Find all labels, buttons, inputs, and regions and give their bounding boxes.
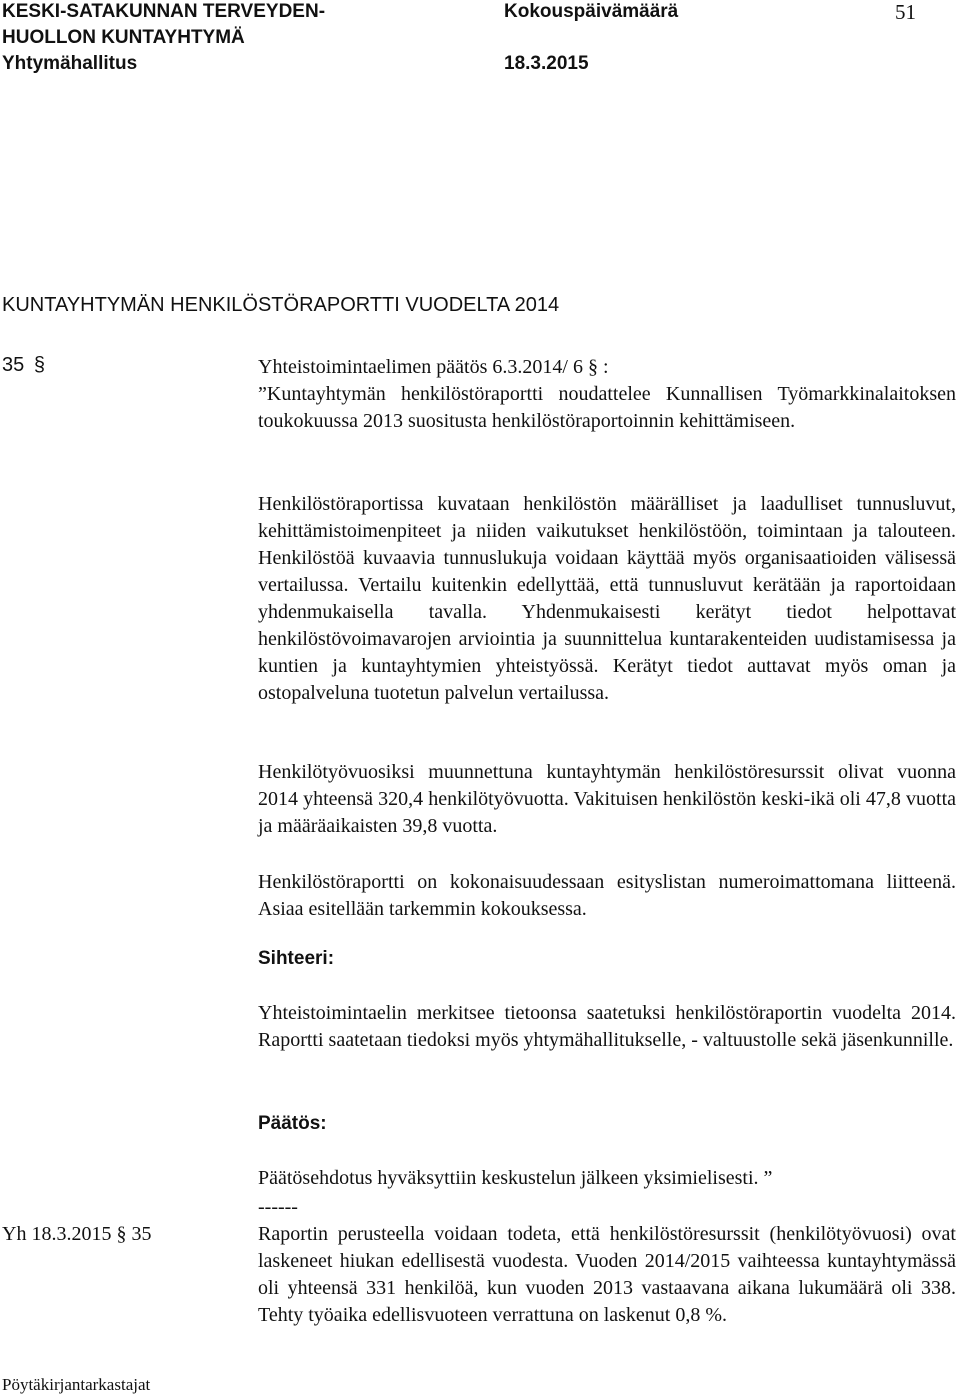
- body-name: Yhtymähallitus: [2, 53, 138, 74]
- inspectors-label: Pöytäkirjantarkastajat: [2, 1375, 151, 1394]
- paragraph-1: Henkilöstöraportissa kuvataan henkilöstön määrälliset ja laadulliset tunnusluvut, kehittämistoimenpiteet ja niiden vaikutukset henkilöstöön, toimintaan ja talouteen. Henkilöstöä kuvaavia tunnuslukuja voidaan käyttää myös organisaatioiden välisessä vertailussa. Vertailu kuitenkin edellyttää, että tunnusluvut kerätään ja raportoidaan yhdenmukaisella tavalla. Yhdenmukaisesti kerätyt tiedot helpottavat henkilöstövoimavarojen arviointia ja suunnittelua kuntarakenteiden uudistamisessa ja kuntien ja kuntayhtymien yhteistyössä. Kerätyt tiedot auttavat myös oman ja ostopalveluna tuotetun palvelun vertailussa.: [258, 493, 956, 704]
- section-number-group: [2, 354, 45, 377]
- yh-reference: Yh 18.3.2015 § 35: [2, 1223, 152, 1245]
- organization-name-line1: KESKI-SATAKUNNAN TERVEYDEN-: [2, 1, 326, 22]
- secretary-text: Yhteistoimintaelin merkitsee tietoonsa saatetuksi henkilöstöraportin vuodelta 2014. Raportti saatetaan tiedoksi myös yhtymähallitukselle, - valtuustolle sekä jäsenkunnille.: [258, 1002, 956, 1051]
- yh-text: Raportin perusteella voidaan todeta, että henkilöstöresurssit (henkilötyövuosi) ovat laskeneet hiukan edellisestä vuodesta. Vuoden 2014/2015 vaihteessa kuntayhtymässä oli yhteensä 331 henkilöä, kun vuoden 2013 vastaavana aikana lukumäärä oli 338. Tehty työaika edellisvuoteen verrattuna on laskenut 0,8 %.: [258, 1223, 956, 1326]
- decision-label: Päätös:: [258, 1113, 327, 1134]
- prior-decision-heading: Yhteistoimintaelimen päätös 6.3.2014/ 6 § :: [258, 356, 609, 378]
- organization-name-line2: HUOLLON KUNTAYHTYMÄ: [2, 27, 245, 48]
- separator: ------: [258, 1196, 298, 1218]
- prior-decision-text: ”Kuntayhtymän henkilöstöraportti noudattelee Kunnallisen Työmarkkinalaitoksen toukokuussa 2013 suositusta henkilöstöraportoinnin kehittämiseen.: [258, 383, 956, 432]
- meeting-date: 18.3.2015: [504, 53, 589, 74]
- section-number: 35: [2, 354, 25, 376]
- secretary-label: Sihteeri:: [258, 948, 335, 969]
- paragraph-3: Henkilöstöraportti on kokonaisuudessaan esityslistan numeroimattomana liitteenä. Asiaa esitellään tarkemmin kokouksessa.: [258, 871, 956, 920]
- meeting-date-label: Kokouspäivämäärä: [504, 1, 679, 22]
- decision-text: Päätösehdotus hyväksyttiin keskustelun jälkeen yksimielisesti. ”: [258, 1167, 773, 1189]
- section-symbol: §: [33, 354, 45, 376]
- document-title: KUNTAYHTYMÄN HENKILÖSTÖRAPORTTI VUODELTA 2014: [2, 294, 560, 316]
- paragraph-2: Henkilötyövuosiksi muunnettuna kuntayhtymän henkilöstöresurssit olivat vuonna 2014 yhteensä 320,4 henkilötyövuotta. Vakituisen henkilöstön keski-ikä oli 47,8 vuotta ja määräaikaisten 39,8 vuotta.: [258, 761, 956, 837]
- page-number: 51: [895, 0, 916, 24]
